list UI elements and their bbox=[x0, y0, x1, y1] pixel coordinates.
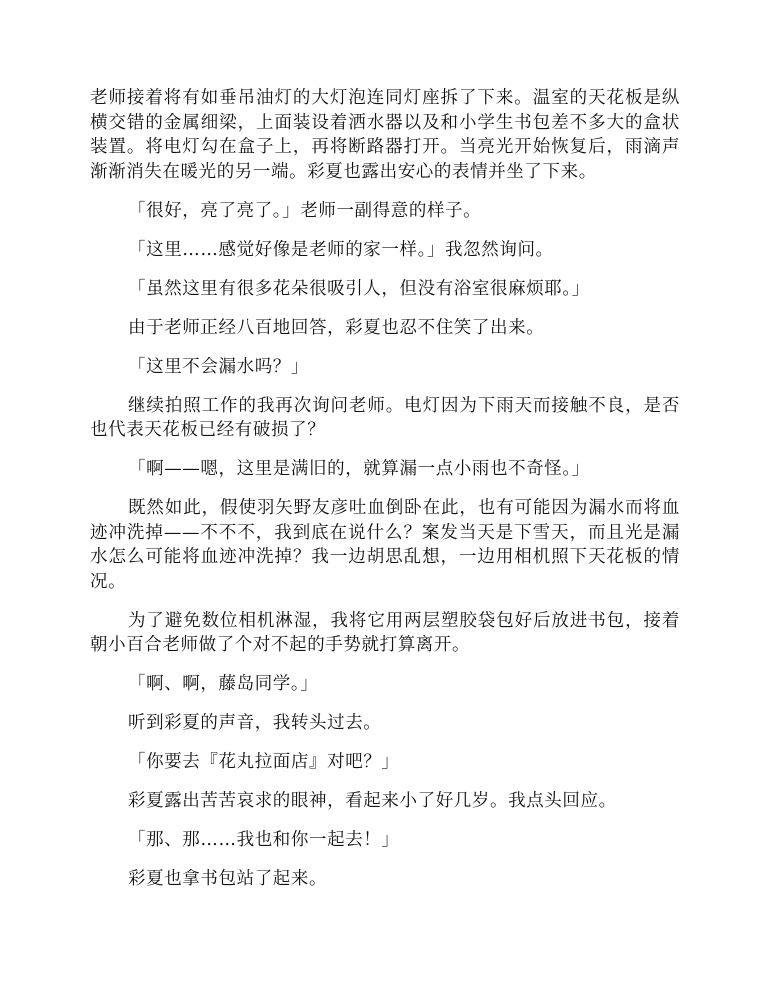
paragraph: 「很好，亮了亮了。」老师一副得意的样子。 bbox=[128, 200, 482, 221]
paragraph: 既然如此，假使羽矢野友彦吐血倒卧在此，也有可能因为漏水而将血迹冲洗掉——不不不，我到底在说什么？案发当天是下雪天，而且光是漏水怎么可能将血迹冲洗掉？我一边胡思乱想，一边用相机照下天花板的情况。 bbox=[90, 498, 680, 592]
paragraph: 「你要去『花丸拉面店』对吧？」 bbox=[128, 752, 400, 772]
paragraph: 「这里……感觉好像是老师的家一样。」我忽然询问。 bbox=[128, 239, 554, 260]
paragraph: 听到彩夏的声音，我转头过去。 bbox=[128, 713, 382, 733]
paragraph: 「啊——嗯，这里是满旧的，就算漏一点小雨也不奇怪。」 bbox=[128, 459, 590, 479]
paragraph: 彩夏露出苦苦哀求的眼神，看起来小了好几岁。我点头回应。 bbox=[128, 791, 617, 811]
paragraph: 为了避免数位相机淋湿，我将它用两层塑胶袋包好后放进书包，接着朝小百合老师做了个对不起的手势就打算离开。 bbox=[90, 610, 680, 655]
document-page bbox=[90, 86, 680, 906]
paragraph: 老师接着将有如垂吊油灯的大灯泡连同灯座拆了下来。温室的天花板是纵横交错的金属细梁，上面装设着洒水器以及和小学生书包差不多大的盒状装置。将电灯勾在盒子上，再将断路器打开。当亮光开始恢复后，雨滴声渐渐消失在暖光的另一端。彩夏也露出安心的表情并坐了下来。 bbox=[90, 88, 680, 182]
paragraph: 「虽然这里有很多花朵很吸引人，但没有浴室很麻烦耶。」 bbox=[128, 278, 590, 299]
paragraph: 「这里不会漏水吗？」 bbox=[128, 356, 309, 377]
paragraph: 继续拍照工作的我再次询问老师。电灯因为下雨天而接触不良，是否也代表天花板已经有破损了？ bbox=[90, 395, 680, 440]
paragraph: 「啊、啊，藤岛同学。」 bbox=[128, 674, 319, 694]
paragraph: 彩夏也拿书包站了起来。 bbox=[128, 869, 328, 889]
paragraph: 「那、那……我也和你一起去！」 bbox=[128, 830, 400, 850]
paragraph: 由于老师正经八百地回答，彩夏也忍不住笑了出来。 bbox=[128, 317, 545, 338]
